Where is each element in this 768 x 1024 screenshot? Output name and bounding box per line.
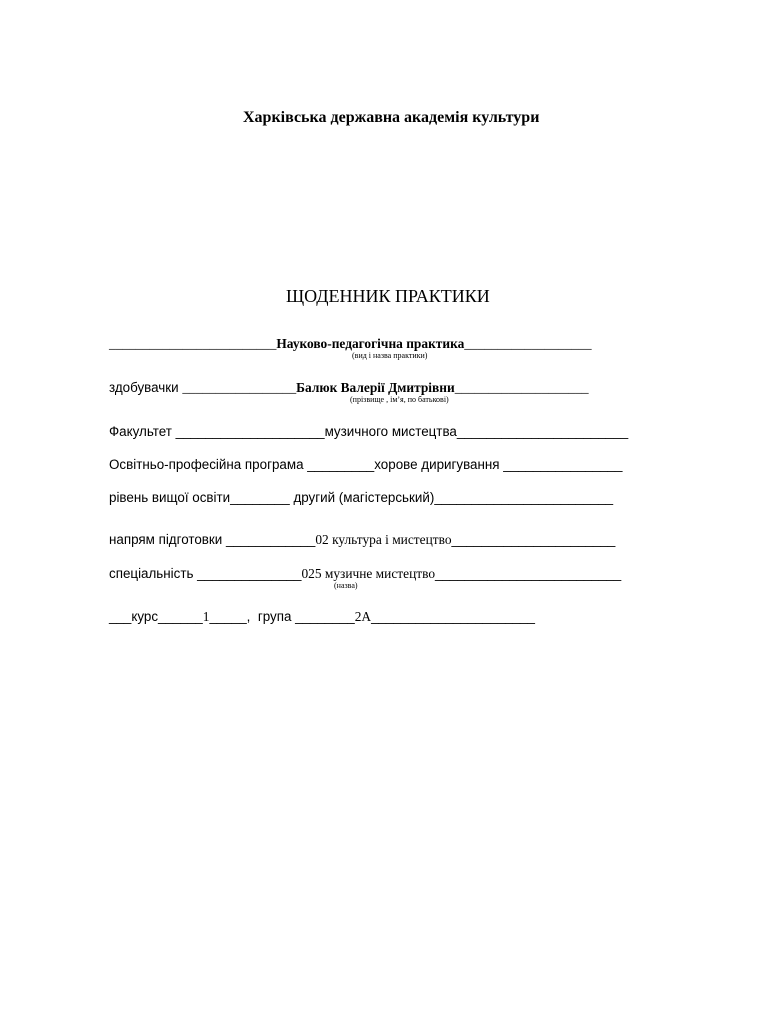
program-prefix: _________ <box>307 457 375 472</box>
program-label: Освітньо-професійна програма <box>109 457 308 472</box>
faculty-prefix: ____________________ <box>175 424 325 439</box>
direction-prefix: ____________ <box>225 532 316 547</box>
course-lead: ___ <box>109 609 132 624</box>
specialty-suffix: _________________________ <box>435 566 622 581</box>
program-value: хорове диригування <box>374 457 504 472</box>
group-post: ______________________ <box>371 609 535 624</box>
faculty-value: музичного мистецтва <box>324 424 457 439</box>
student-line <box>109 381 589 394</box>
faculty-line <box>109 425 628 438</box>
student-prefix: _________________ <box>182 380 297 395</box>
practice-caption: (вид і назва практики) <box>352 351 428 360</box>
practice-value: Науково-педагогічна практика <box>276 336 465 351</box>
course-label: курс <box>131 609 159 624</box>
course-value: 1 <box>202 609 210 624</box>
group-value: 2А <box>354 609 372 624</box>
direction-value: 02 культура і мистецтво <box>315 532 452 547</box>
practice-line <box>109 337 592 350</box>
specialty-prefix: ______________ <box>197 566 302 581</box>
program-line <box>109 458 622 471</box>
faculty-label: Факультет <box>109 424 176 439</box>
student-caption: (прізвище , ім’я, по батькові) <box>350 395 449 404</box>
direction-suffix: ______________________ <box>451 532 616 547</box>
student-name: Балюк Валерії Дмитрівни <box>296 380 455 395</box>
level-label: рівень вищої освіти <box>109 490 231 505</box>
practice-suffix: ___________________ <box>464 336 592 351</box>
direction-line <box>109 533 615 546</box>
faculty-suffix: _______________________ <box>456 424 629 439</box>
specialty-caption: (назва) <box>334 581 358 590</box>
level-suffix: ________________________ <box>434 490 614 505</box>
level-prefix: ________ <box>230 490 294 505</box>
institution-name: Харківська державна академія культури <box>243 109 540 126</box>
specialty-value: 025 музичне мистецтво <box>301 566 436 581</box>
document-title: ЩОДЕННИК ПРАКТИКИ <box>286 286 490 306</box>
program-suffix: ________________ <box>503 457 623 472</box>
specialty-label: спеціальність <box>109 566 198 581</box>
level-value: другий (магістерський) <box>293 490 435 505</box>
student-label: здобувачки <box>109 380 183 395</box>
direction-label: напрям підготовки <box>109 532 226 547</box>
course-pre: ______ <box>158 609 203 624</box>
practice-prefix: _________________________ <box>109 336 277 351</box>
student-suffix: ____________________ <box>454 380 589 395</box>
course-group-line <box>109 610 535 623</box>
group-label: група <box>257 609 296 624</box>
specialty-line <box>109 567 621 580</box>
level-line <box>109 491 613 504</box>
course-post: _____, <box>209 609 258 624</box>
group-pre: ________ <box>295 609 355 624</box>
